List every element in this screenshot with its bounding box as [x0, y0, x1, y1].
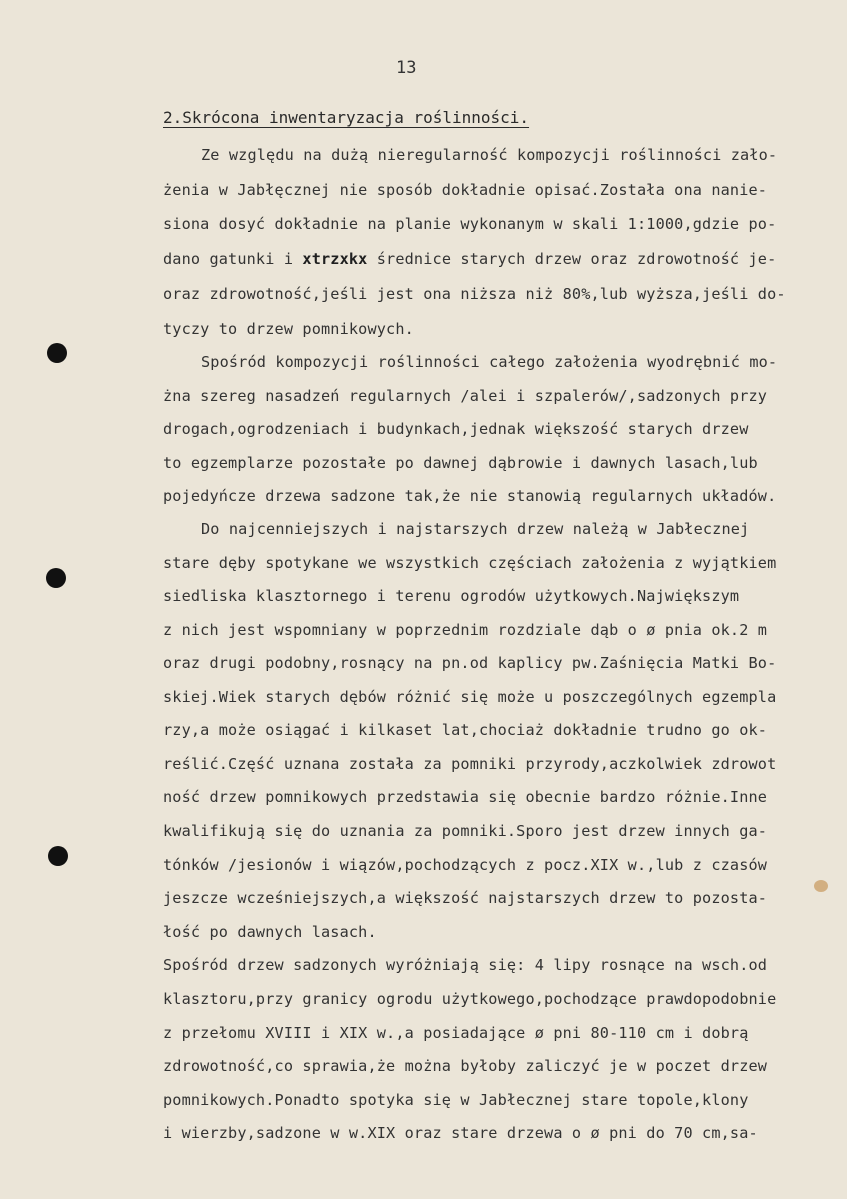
text-line [163, 587, 739, 605]
text-line [163, 856, 767, 874]
text-line [163, 755, 776, 773]
text-line-continuation: średnice starych drzew oraz zdrowotność je- [367, 250, 777, 268]
text-line-content: z nich jest wspomniany w poprzednim rozdziale dąb o ø pnia ok.2 m [163, 621, 768, 639]
text-line-content: dano gatunki i [163, 250, 303, 268]
text-line [163, 923, 377, 941]
paper-stain [814, 880, 828, 892]
text-line [163, 990, 776, 1008]
text-line [163, 1091, 749, 1109]
text-line [201, 520, 749, 538]
text-line-content: oraz drugi podobny,rosnący na pn.od kaplicy pw.Zaśnięcia Matki Bo- [163, 654, 777, 672]
text-line-content: to egzemplarze pozostałe po dawnej dąbrowie i dawnych lasach,lub [163, 454, 758, 472]
text-line [163, 487, 776, 505]
text-line [163, 1124, 758, 1142]
text-line-content: tónków /jesionów i wiązów,pochodzących z pocz.XIX w.,lub z czasów [163, 856, 768, 874]
text-line [163, 181, 767, 199]
text-line-content: Do najcenniejszych i najstarszych drzew należą w Jabłecznej [201, 520, 750, 538]
text-line [163, 454, 758, 472]
text-line-content: reślić.Część uznana została za pomniki przyrody,aczkolwiek zdrowot [163, 755, 777, 773]
text-line-content: zdrowotność,co sprawia,że można byłoby zaliczyć je w poczet drzew [163, 1057, 768, 1075]
text-line [163, 285, 786, 303]
text-line-content: Spośród drzew sadzonych wyróżniają się: 4 lipy rosnące na wsch.od [163, 956, 768, 974]
text-line [163, 956, 767, 974]
text-line [163, 788, 767, 806]
text-line-content: Spośród kompozycji roślinności całego założenia wyodrębnić mo- [201, 353, 778, 371]
text-line-content: Ze względu na dużą nieregularność kompozycji roślinności zało- [201, 146, 778, 164]
text-line-content: pojedyńcze drzewa sadzone tak,że nie stanowią regularnych układów. [163, 487, 777, 505]
text-line-content: ność drzew pomnikowych przedstawia się obecnie bardzo różnie.Inne [163, 788, 768, 806]
punch-hole [46, 568, 66, 588]
text-line [163, 889, 767, 907]
struck-out-text: xtrzxkx [302, 250, 368, 268]
text-line-content: rzy,a może osiągać i kilkaset lat,chociaż dokładnie trudno go ok- [163, 721, 768, 739]
text-line-content: jeszcze wcześniejszych,a większość najstarszych drzew to pozosta- [163, 889, 768, 907]
text-line-content: siedliska klasztornego i terenu ogrodów użytkowych.Największym [163, 587, 740, 605]
text-line-content: stare dęby spotykane we wszystkich częściach założenia z wyjątkiem [163, 554, 777, 572]
text-line [201, 353, 777, 371]
text-line [201, 146, 777, 164]
section-heading: 2.Skrócona inwentaryzacja roślinności. [163, 108, 530, 127]
punch-hole [47, 343, 67, 363]
text-line-content: drogach,ogrodzeniach i budynkach,jednak większość starych drzew [163, 420, 749, 438]
text-line-content: oraz zdrowotność,jeśli jest ona niższa niż 80%,lub wyższa,jeśli do- [163, 285, 786, 303]
punch-hole [48, 846, 68, 866]
text-line [163, 721, 767, 739]
text-line [163, 1024, 749, 1042]
text-line [163, 554, 776, 572]
text-line [163, 320, 414, 338]
text-line-content: siona dosyć dokładnie na planie wykonanym w skali 1:1000,gdzie po- [163, 215, 777, 233]
text-line-content: żna szereg nasadzeń regularnych /alei i szpalerów/,sadzonych przy [163, 387, 768, 405]
text-line-content: żenia w Jabłęcznej nie sposób dokładnie opisać.Została ona nanie- [163, 181, 768, 199]
text-line [163, 250, 776, 268]
text-line-content: klasztoru,przy granicy ogrodu użytkowego,pochodzące prawdopodobnie [163, 990, 777, 1008]
text-line [163, 822, 767, 840]
text-line [163, 1057, 767, 1075]
text-line-content: i wierzby,sadzone w w.XIX oraz stare drzewa o ø pni do 70 cm,sa- [163, 1124, 758, 1142]
text-line [163, 654, 776, 672]
text-line [163, 215, 776, 233]
text-line-content: skiej.Wiek starych dębów różnić się może u poszczególnych egzempla [163, 688, 777, 706]
text-line [163, 621, 767, 639]
text-line [163, 420, 749, 438]
page-number: 13 [396, 58, 417, 78]
text-line [163, 387, 767, 405]
text-line-content: łość po dawnych lasach. [163, 923, 377, 941]
text-line-content: pomnikowych.Ponadto spotyka się w Jabłecznej stare topole,klony [163, 1091, 749, 1109]
text-line-content: kwalifikują się do uznania za pomniki.Sporo jest drzew innych ga- [163, 822, 768, 840]
text-line-content: z przełomu XVIII i XIX w.,a posiadające ø pni 80-110 cm i dobrą [163, 1024, 749, 1042]
text-line-content: tyczy to drzew pomnikowych. [163, 320, 414, 338]
text-line [163, 688, 776, 706]
